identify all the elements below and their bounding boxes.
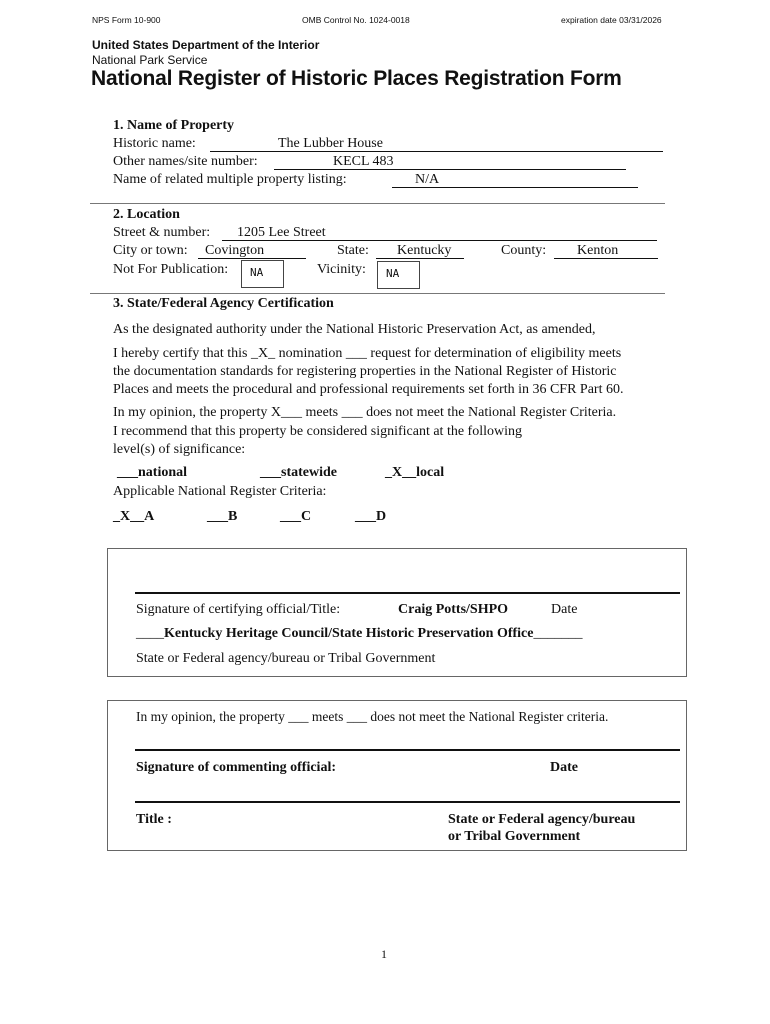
certifying-office: ____Kentucky Heritage Council/State Historic Preservation Office_______ bbox=[136, 626, 583, 641]
section-1-heading: 1. Name of Property bbox=[113, 118, 235, 133]
county-label: County: bbox=[501, 243, 547, 258]
certification-paragraph-1: As the designated authority under the National Historic Preservation Act, as amended, bbox=[113, 322, 596, 337]
comment-signature-line[interactable] bbox=[135, 749, 680, 751]
commenting-agency-line-2: or Tribal Government bbox=[448, 829, 581, 844]
department-name: United States Department of the Interior bbox=[92, 38, 320, 52]
expiration-date: expiration date 03/31/2026 bbox=[561, 15, 662, 25]
historic-name-value[interactable]: The Lubber House bbox=[278, 136, 383, 151]
commenting-date-label: Date bbox=[550, 760, 578, 775]
nomination-checkbox[interactable]: _X_ bbox=[251, 346, 276, 361]
related-listing-label: Name of related multiple property listing: bbox=[113, 172, 347, 187]
certifying-date-label: Date bbox=[551, 602, 578, 617]
opinion-line-3: level(s) of significance: bbox=[113, 442, 246, 457]
other-names-line bbox=[274, 169, 626, 170]
not-for-publication-field[interactable]: NA bbox=[241, 260, 284, 288]
commenting-agency-line-1: State or Federal agency/bureau bbox=[448, 812, 636, 827]
street-label: Street & number: bbox=[113, 225, 211, 240]
omb-control-number: OMB Control No. 1024-0018 bbox=[302, 15, 410, 25]
section-3-heading: 3. State/Federal Agency Certification bbox=[113, 296, 334, 311]
level-statewide[interactable]: ___statewide bbox=[260, 465, 337, 480]
section-divider bbox=[90, 203, 665, 204]
form-number: NPS Form 10-900 bbox=[92, 15, 161, 25]
state-label: State: bbox=[337, 243, 369, 258]
criteria-c[interactable]: ___C bbox=[280, 509, 312, 524]
certifying-agency-label: State or Federal agency/bureau or Tribal Government bbox=[136, 651, 436, 666]
level-national[interactable]: ___national bbox=[117, 465, 188, 480]
signature-line[interactable] bbox=[135, 592, 680, 594]
commenting-signature-label: Signature of commenting official: bbox=[136, 760, 336, 775]
certify-line-1: I hereby certify that this _X_ nomination ___ request for determination of eligibility meets bbox=[113, 346, 622, 361]
section-2-heading: 2. Location bbox=[113, 207, 180, 222]
page-number: 1 bbox=[381, 947, 387, 961]
other-names-label: Other names/site number: bbox=[113, 154, 258, 169]
opinion-line-1[interactable]: In my opinion, the property X___ meets ___ does not meet the National Register Criteria. bbox=[113, 405, 617, 420]
opinion-line-2: I recommend that this property be considered significant at the following bbox=[113, 424, 522, 439]
section-divider bbox=[90, 293, 665, 294]
city-label: City or town: bbox=[113, 243, 188, 258]
street-value[interactable]: 1205 Lee Street bbox=[237, 225, 326, 240]
related-listing-value[interactable]: N/A bbox=[415, 172, 440, 187]
level-local[interactable]: _X__local bbox=[385, 465, 445, 480]
county-value[interactable]: Kenton bbox=[577, 243, 619, 258]
certifying-signature-label: Signature of certifying official/Title: bbox=[136, 602, 341, 617]
criteria-d[interactable]: ___D bbox=[355, 509, 387, 524]
page-title: National Register of Historic Places Registration Form bbox=[91, 67, 622, 90]
historic-name-label: Historic name: bbox=[113, 136, 196, 151]
certify-line-2: the documentation standards for registering properties in the National Register of Historic bbox=[113, 364, 617, 379]
commenting-title-label: Title : bbox=[136, 812, 172, 827]
criteria-b[interactable]: ___B bbox=[207, 509, 238, 524]
criteria-label: Applicable National Register Criteria: bbox=[113, 484, 327, 499]
criteria-a[interactable]: _X__A bbox=[113, 509, 155, 524]
vicinity-field[interactable]: NA bbox=[377, 261, 420, 289]
not-for-publication-label: Not For Publication: bbox=[113, 262, 229, 277]
other-names-value[interactable]: KECL 483 bbox=[333, 154, 394, 169]
vicinity-label: Vicinity: bbox=[317, 262, 366, 277]
state-value[interactable]: Kentucky bbox=[397, 243, 452, 258]
title-line[interactable] bbox=[135, 801, 680, 803]
comment-opinion[interactable]: In my opinion, the property ___ meets ___ does not meet the National Register criteria. bbox=[136, 709, 609, 724]
certifying-official-name: Craig Potts/SHPO bbox=[398, 602, 509, 617]
city-value[interactable]: Covington bbox=[205, 243, 265, 258]
service-name: National Park Service bbox=[92, 53, 208, 67]
certify-line-3: Places and meets the procedural and professional requirements set forth in 36 CFR Part 60. bbox=[113, 382, 624, 397]
